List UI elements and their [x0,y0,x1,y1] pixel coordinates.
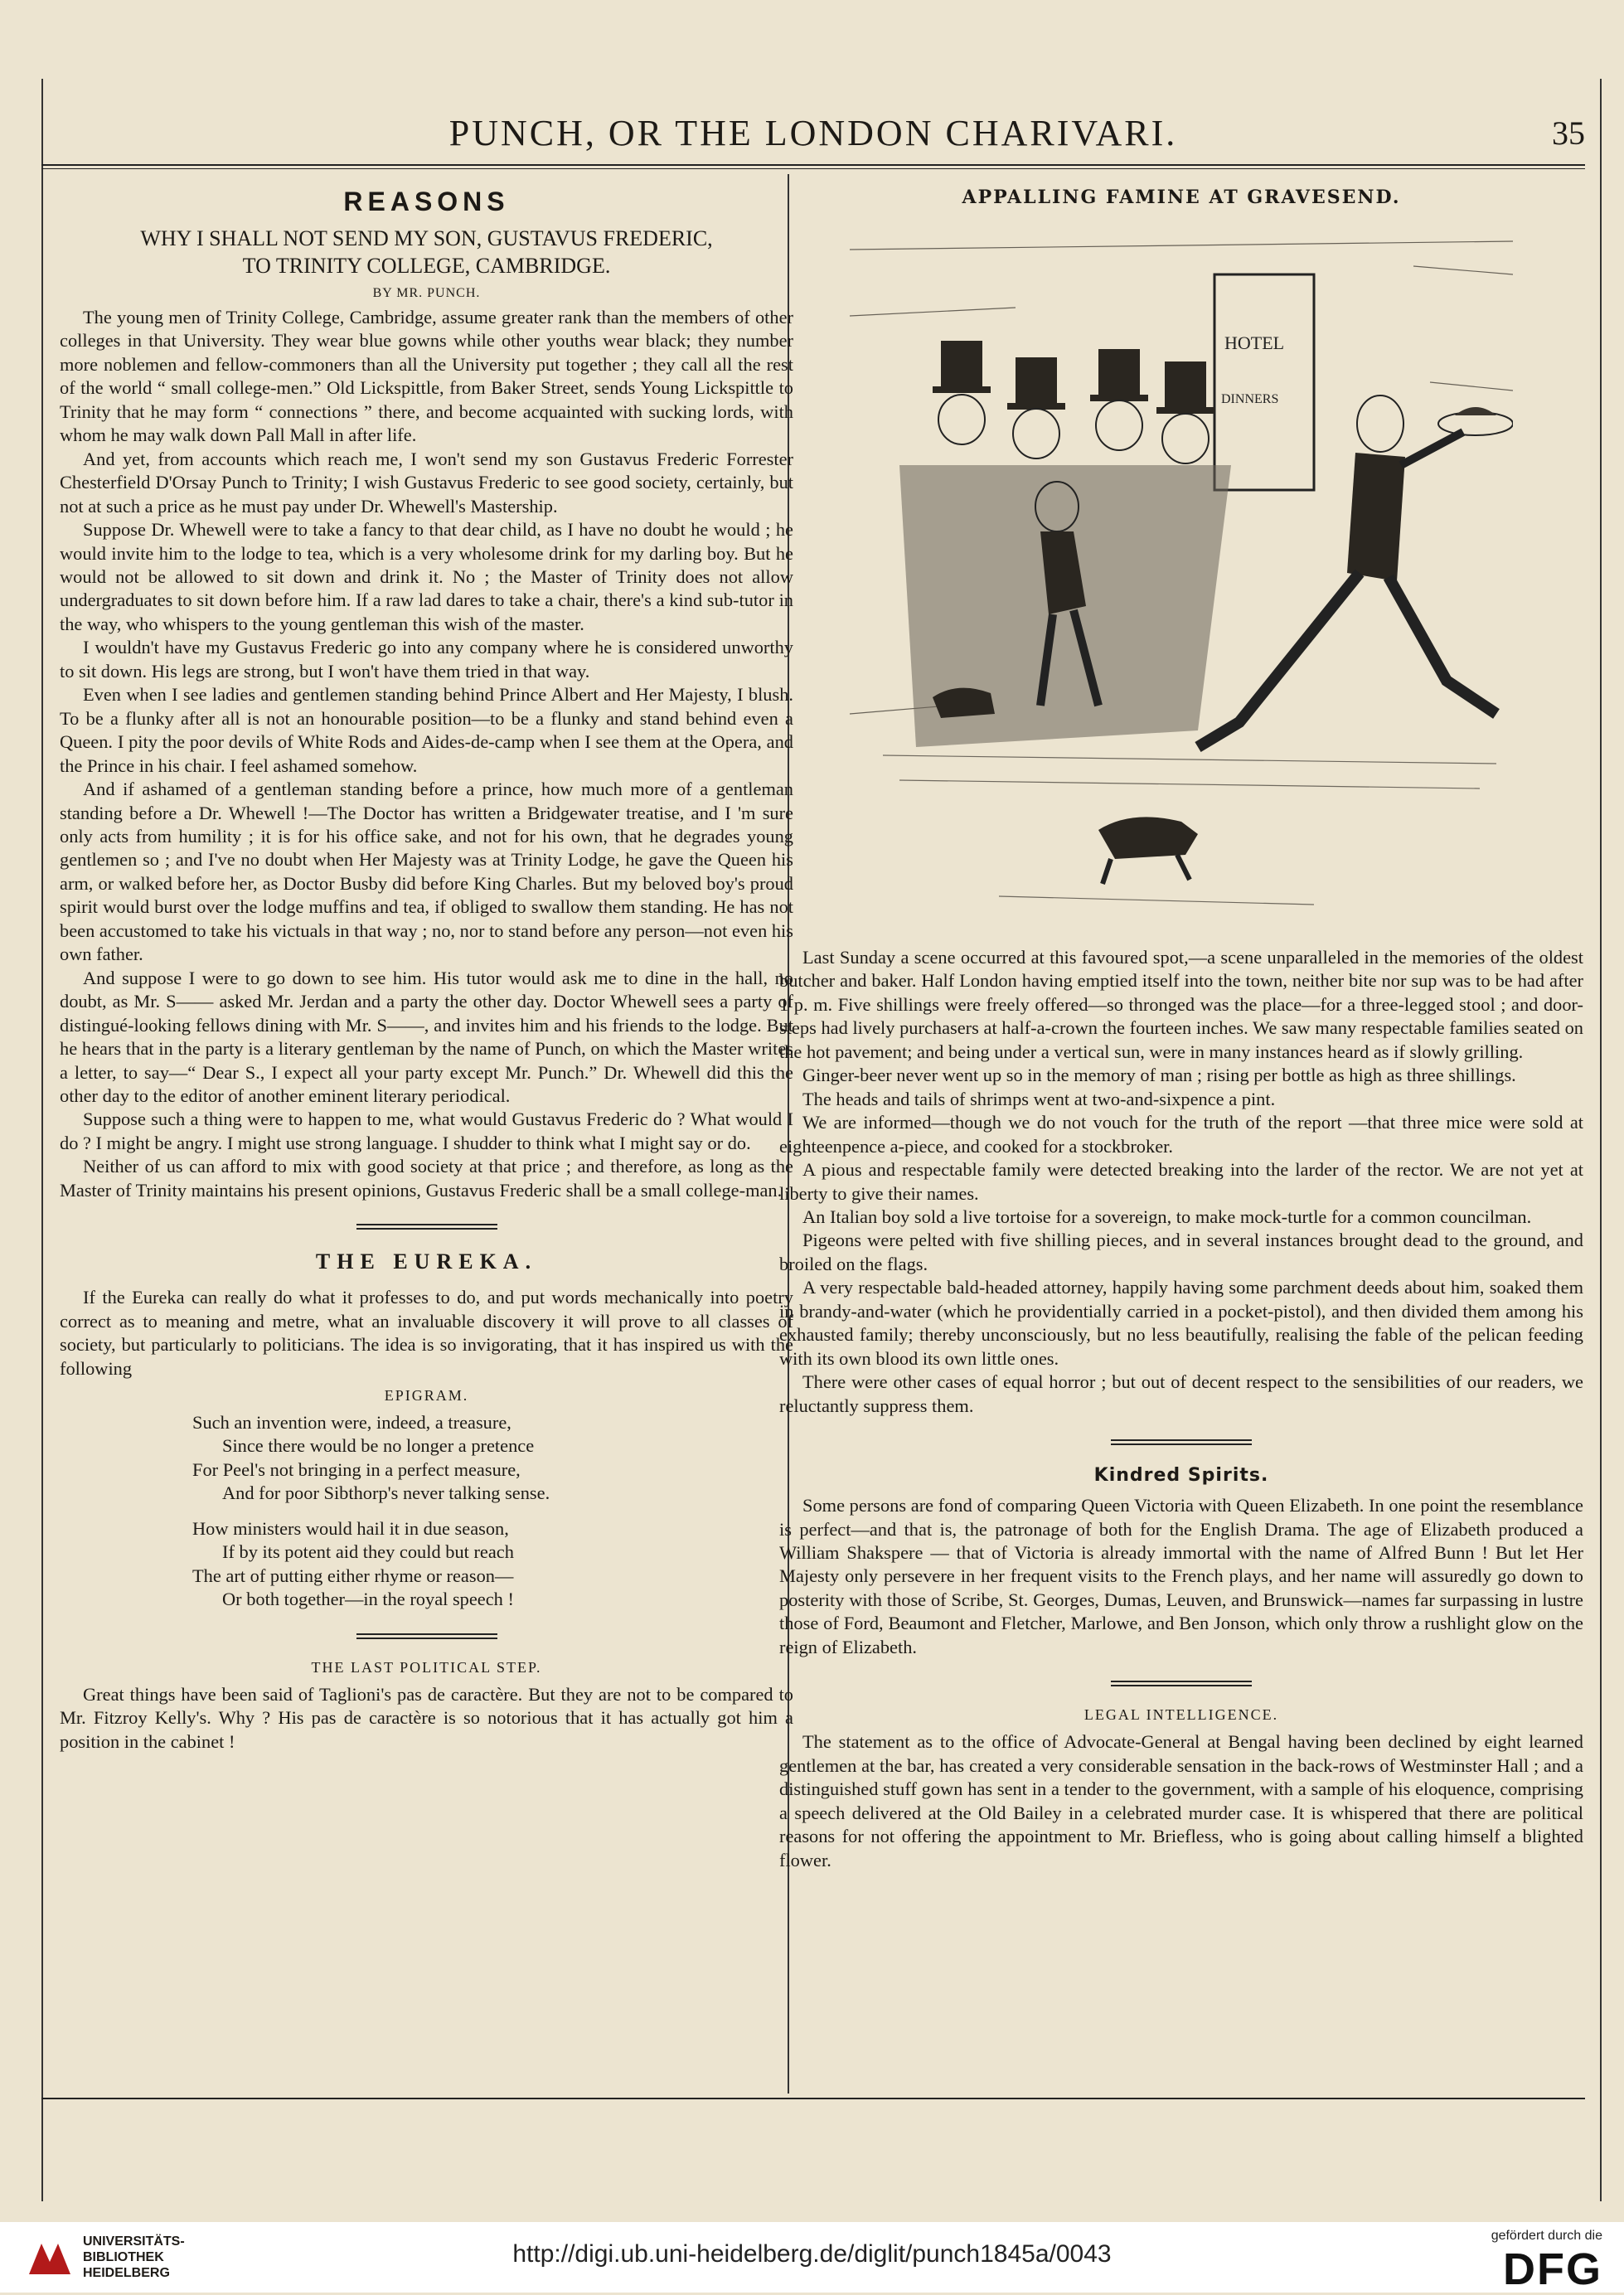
kindred-paragraph: Some persons are fond of comparing Queen Victoria with Queen Elizabeth. In one point the resemblance is perfect—and that is, the patronage of both for the English Drama. The age of Elizabeth produced a William Shakspere — that of Victoria is already immortal with the name of Alfred Bunn ! But let Her Majesty only persevere in her frequent visits to the French plays, and her name will assuredly go down to posterity with those of Scribe, St. Georges, Dumas, Leuven, and Brunswick—names far surpassing in lustre those of Ford, Beaumont and Fletcher, Marlowe, and Ben Jonson, which only throw a rushlight glow on the reign of Elizabeth. [779,1495,1583,1657]
reasons-subtitle-2: TO TRINITY COLLEGE, CAMBRIDGE. [242,253,611,278]
epigram-verse [192,1411,793,1612]
epigram-title: EPIGRAM. [384,1387,469,1405]
verse-line: How ministers would hail it in due season, [192,1517,509,1539]
dinners-sign-text: DINNERS [1221,392,1279,406]
reasons-paragraph: And if ashamed of a gentleman standing before a prince, how much more of a gentleman standing before a Dr. Whewell !—The Doctor has written a Bridgewater treatise, and I 'm sure only acts from humility ; it is for his office sake, and not for his own, that he degrades young gentlemen so ; and I've no doubt when Her Majesty was at Trinity Lodge, he gave the Queen his arm, or walked before her, as Doctor Busby did before King Charles. But my beloved boy's proud spirit would burst over the lodge muffins and tea, if obliged to swallow them standing. He has not been accustomed to take his victuals in that way ; no, nor to stand before any person—not even his own father. [60,779,793,965]
section-separator [356,1633,497,1639]
library-name-line: HEIDELBERG [83,2266,170,2280]
reasons-paragraph: Neither of us can afford to mix with good society at that price ; and therefore, as long as the Master of Trinity maintains his present opinions, Gustavus Frederic shall be a small college-man. [60,1156,793,1201]
section-separator [1111,1439,1252,1445]
famine-paragraph: We are informed—though we do not vouch for the truth of the report —that three mice were sold at eighteenpence a-piece, and cooked for a stockbroker. [779,1112,1583,1157]
digitization-footer [0,2222,1624,2293]
famine-paragraph: There were other cases of equal horror ; but out of decent respect to the sensibilities of our readers, we reluctantly suppress them. [779,1371,1583,1416]
verse-line: If by its potent aid they could but reach [222,1541,514,1563]
epigram-stanza-1 [192,1411,793,1506]
verse-line: Such an invention were, indeed, a treasure, [192,1412,511,1434]
eureka-paragraph: If the Eureka can really do what it professes to do, and put words mechanically into poetry correct as to meaning and metre, what an invaluable discovery it will prove to all classes of society, but particularly to politicians. The idea is so invigorating, that it has inspired us with the following [60,1287,793,1379]
funded-by-label: gefördert durch die [1491,2229,1602,2243]
header-rule-thin [41,168,1585,169]
verse-line: And for poor Sibthorp's never talking sense. [222,1482,550,1504]
last-step-paragraph: Great things have been said of Taglioni's pas de caractère. But they are not to be compared to Mr. Fitzroy Kelly's. Why ? His pas de caractère is so notorious that it has actually got him a position in the cabinet ! [60,1683,793,1752]
legal-title: LEGAL INTELLIGENCE. [1083,1706,1279,1724]
famine-paragraph: Pigeons were pelted with five shilling pieces, and in several instances brought dead to the ground, and broiled on the flags. [779,1230,1583,1274]
reasons-paragraph: The young men of Trinity College, Cambridge, assume greater rank than the members of other colleges in that University. They wear blue gowns while other youths wear black; they number more noblemen and fellow-commoners than all the University put together ; they call all the rest of the world “ small college-men.” Old Lickspittle, from Baker Street, sends Young Lickspittle to Trinity that he may form “ connections ” there, and become acquainted with sucking lords, with whom he may walk down Pall Mall in after life. [60,307,793,446]
famine-paragraph: Ginger-beer never went up so in the memory of man ; rising per bottle as high as three shillings. [802,1065,1516,1086]
epigram-stanza-2 [192,1517,793,1612]
right-column [779,187,1583,1872]
page-frame-right [1600,79,1602,2201]
famine-paragraph: Last Sunday a scene occurred at this favoured spot,—a scene unparalleled in the memories of the oldest butcher and baker. Half London having emptied itself into the town, neither bite nor sup was to be had after 1 p. m. Five shillings were freely offered—so thronged was the place—for a three-legged stool ; and door-steps had lively purchasers at half-a-crown the fourteen inches. We saw many respectable families seated on the hot pavement; and being under a vertical sun, were in many instances heard as if slowly grilling. [779,947,1583,1062]
verse-line: Since there would be no longer a pretence [222,1435,535,1457]
masthead-title: PUNCH, OR THE LONDON CHARIVARI. [448,113,1178,153]
bottom-rule [41,2098,1585,2099]
reasons-subtitle-1: WHY I SHALL NOT SEND MY SON, GUSTAVUS FREDERIC, [140,226,713,250]
famine-paragraph: A pious and respectable family were detected breaking into the larder of the rector. We are not yet at liberty to give their names. [779,1159,1583,1204]
library-name-line: BIBLIOTHEK [83,2250,164,2264]
source-url-link[interactable]: http://digi.ub.uni-heidelberg.de/diglit/punch1845a/0043 [512,2240,1112,2268]
famine-paragraph: An Italian boy sold a live tortoise for a sovereign, to make mock-turtle for a common councilman. [802,1206,1532,1227]
reasons-paragraph: Suppose Dr. Whewell were to take a fancy to that dear child, as I have no doubt he would ; he would invite him to the lodge to tea, which is a very wholesome drink for my darling boy. But he would not be allowed to sit down and drink it. No ; the Master of Trinity does not allow undergraduates to sit down before him. If a raw lad dares to take a chair, there's a kind sub-tutor in the way, who whispers to the young gentleman this wish of the master. [60,519,793,634]
famine-title: APPALLING FAMINE AT GRAVESEND. [962,187,1401,208]
page-number: 35 [1552,114,1585,152]
famine-paragraph: The heads and tails of shrimps went at two-and-sixpence a pint. [802,1088,1276,1109]
newspaper-page [41,79,1585,2222]
verse-line: Or both together—in the royal speech ! [222,1589,514,1610]
header-rule [41,164,1585,166]
reasons-paragraph: And suppose I were to go down to see him. His tutor would ask me to dine in the hall, no doubt, as Mr. S—— asked Mr. Jerdan and a party the other day. Doctor Whewell sees a party of distingué-looking fellows dining with Mr. S——, and invites him and his friends to the lodge. But he hears that in the party is a literary gentleman by the name of Punch, on which the Master writes a letter, to say—“ Dear S., I expect all your party except Mr. Punch.” Dr. Whewell did this the other day to the editor of another eminent literary periodical. [60,967,793,1106]
reasons-paragraph: Even when I see ladies and gentlemen standing behind Prince Albert and Her Majesty, I blush. To be a flunky after all is not an honourable position—to be a flunky and stand behind even a Queen. I pity the poor devils of White Rods and Aides-de-camp when I see them at the Opera, and the Prince in his chair. I feel ashamed somehow. [60,684,793,776]
last-step-title: THE LAST POLITICAL STEP. [311,1658,542,1676]
eureka-title: THE EUREKA. [315,1249,538,1274]
reasons-paragraph: I wouldn't have my Gustavus Frederic go into any company where he is considered unworthy to sit down. His legs are strong, but I won't have them tried in that way. [60,637,793,682]
verse-line: The art of putting either rhyme or reason— [192,1565,514,1586]
verse-line: For Peel's not bringing in a perfect measure, [192,1458,521,1480]
left-column [60,187,793,1754]
page-header [41,112,1585,162]
reasons-paragraph: Suppose such a thing were to happen to me, what would Gustavus Frederic do ? What would I do ? I might be angry. I might use strong language. I shudder to think what I might say or do. [60,1109,793,1153]
page-frame-left [41,79,43,2201]
reasons-paragraph: And yet, from accounts which reach me, I won't send my son Gustavus Frederic Forrester Chesterfield D'Orsay Punch to Trinity; I wish Gustavus Frederic to see good society, certainly, but not at such a price as he must pay under Dr. Whewell's Mastership. [60,448,793,517]
section-separator [1111,1681,1252,1686]
dfg-logo: DFG [1503,2244,1602,2294]
famine-paragraph: A very respectable bald-headed attorney, happily having some parchment deeds about him, soaked them in brandy-and-water (which he providentially carried in a pocket-pistol), and then divided them among his exhausted family; thereby unconsciously, but no less beautifully, realising the fable of the pelican feeding with its own blood its own little ones. [779,1277,1583,1369]
reasons-byline: BY MR. PUNCH. [372,286,481,300]
library-name-line: UNIVERSITÄTS- [83,2234,185,2249]
legal-paragraph: The statement as to the office of Advocate-General at Bengal having been declined by eight learned gentlemen at the bar, has created a very considerable sensation in the back-rows of Westminster Hall ; and a distinguished stuff gown has sent in a tender to the government, with a sample of his eloquence, comprising a speech delivered at the Old Bailey in a celebrated murder case. It is whispered that there are political reasons for not offering the appointment to Mr. Briefless, who is going about calling himself a blighted flower. [779,1731,1583,1870]
kindred-title: Kindred Spirits. [1093,1465,1269,1487]
reasons-title: REASONS [343,187,510,216]
famine-illustration [850,216,1513,929]
hotel-sign-text: HOTEL [1224,332,1285,353]
section-separator [356,1224,497,1230]
